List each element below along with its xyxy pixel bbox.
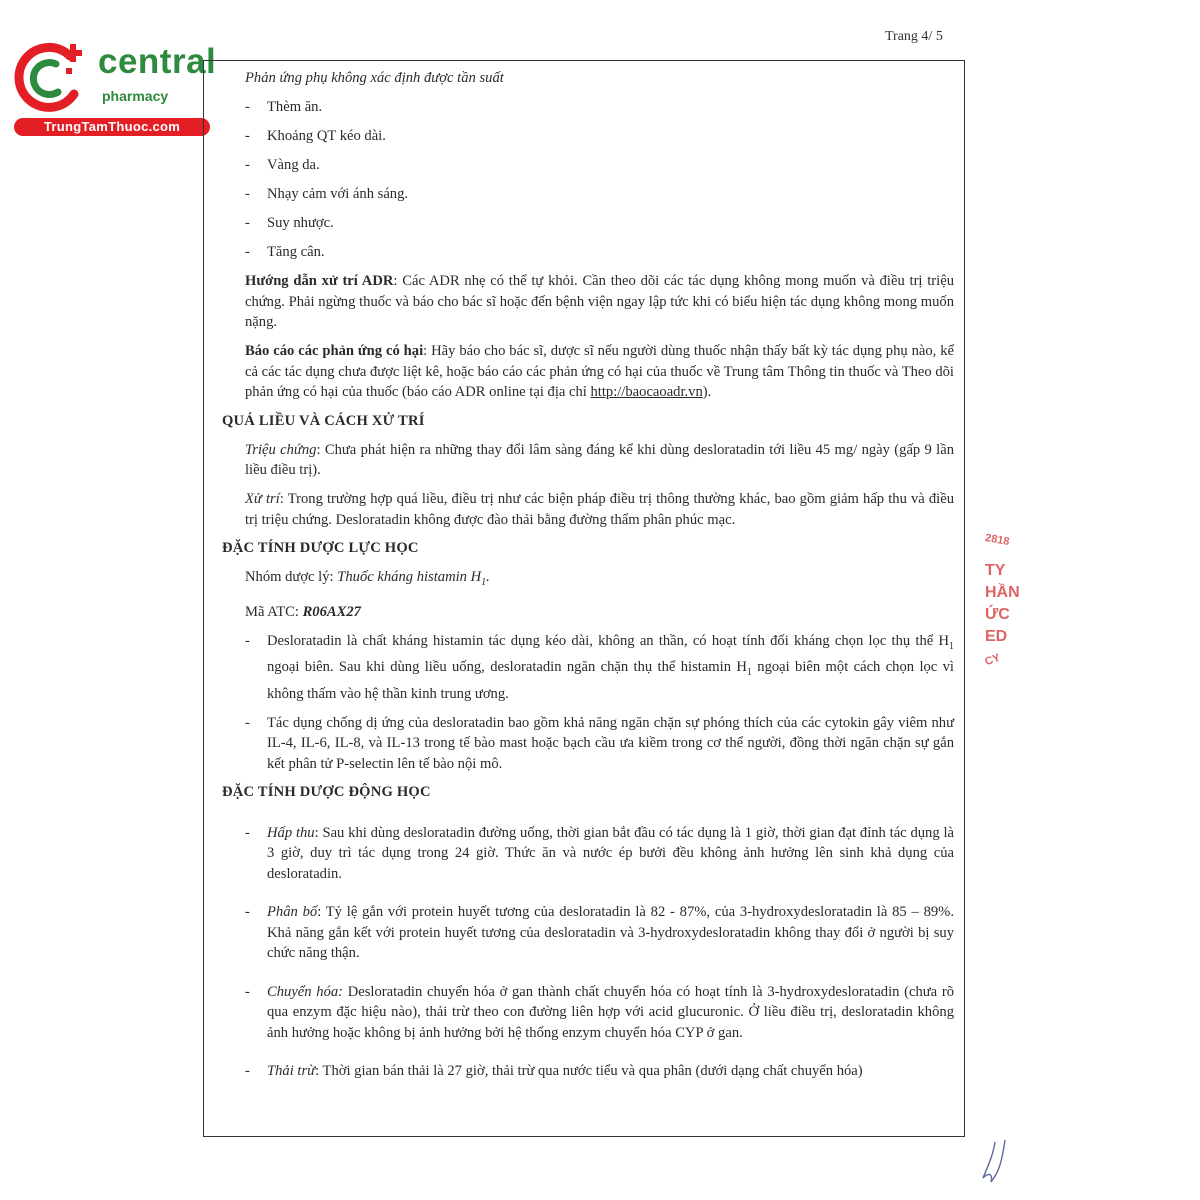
page-number: Trang 4/ 5 xyxy=(885,29,943,44)
list-item: - Tăng cân. xyxy=(245,244,325,260)
company-stamp: 2818 TY HẦN ỨC ED CY xyxy=(983,531,1020,669)
brand-subtitle: pharmacy xyxy=(102,88,169,104)
list-item: - Khoảng QT kéo dài. xyxy=(245,128,386,144)
overdose-treatment: Xử trí: Trong trường hợp quá liều, điều trị như các biện pháp điều trị thông thường khác, bao gồm giảm hấp thu và điều trị triệu chứng. Desloratadin không được đào thải bằng đường thẩm phân phúc mạc. xyxy=(245,491,955,528)
logo-mark-icon xyxy=(12,38,92,118)
list-item: - Hấp thu: Sau khi dùng desloratadin đường uống, thời gian bắt đầu có tác dụng là 1 giờ, thời gian đạt đỉnh tác dụng là 3 giờ, duy trì tác dụng trong 24 giờ. Thức ăn và nước ép bưởi đều không ảnh hưởng lên sinh khả dụng của desloratadin. xyxy=(245,824,954,882)
brand-website[interactable]: TrungTamThuoc.com xyxy=(14,118,210,136)
pharmacokinetics-heading: ĐẶC TÍNH DƯỢC ĐỘNG HỌC xyxy=(222,784,431,801)
list-item: - Vàng da. xyxy=(245,157,320,173)
document-content xyxy=(222,64,954,1082)
list-item: - Nhạy cảm với ánh sáng. xyxy=(245,186,409,202)
atc-code: Mã ATC: R06AX27 xyxy=(245,603,361,620)
overdose-heading: QUÁ LIỀU VÀ CÁCH XỬ TRÍ xyxy=(222,412,425,429)
overdose-symptoms: Triệu chứng: Chưa phát hiện ra những thay đổi lâm sàng đáng kể khi dùng desloratadin tới liều 45 mg/ ngày (gấp 9 lần liều điều trị). xyxy=(245,441,954,478)
adr-report-paragraph: Báo cáo các phản ứng có hại: Hãy báo cho bác sĩ, dược sĩ nếu người dùng thuốc nhận thấy bất kỳ tác dụng phụ nào, kể cả các tác dụng chưa được liệt kê, hoặc báo cáo các phản ứng có hại của thuốc về Trung tâm Thông tin thuốc và Theo dõi phản ứng có hại của thuốc (báo cáo ADR online tại địa chỉ http://baocaoadr.vn). xyxy=(245,343,955,400)
adr-guide-paragraph: Hướng dẫn xử trí ADR: Các ADR nhẹ có thể tự khỏi. Cần theo dõi các tác dụng không mong muốn và điều trị triệu chứng. Phải ngừng thuốc và báo cho bác sĩ hoặc đến bệnh viện ngay lập tức khi có biểu hiện tác dụng không mong muốn nặng. xyxy=(245,273,954,330)
adr-report-link[interactable]: http://baocaoadr.vn xyxy=(590,384,703,400)
pharmacy-logo[interactable] xyxy=(12,38,217,138)
adr-unknown-title: Phản ứng phụ không xác định được tần suất xyxy=(245,70,504,86)
list-item: - Chuyển hóa: Desloratadin chuyển hóa ở gan thành chất chuyển hóa có hoạt tính là 3-hydroxydesloratadin (chưa rõ qua enzym đặc hiệu nào), thải trừ theo con đường liên hợp với acid glucuronic. Ở liều điều trị, desloratadin không ảnh hưởng hoặc không bị ảnh hưởng bởi hệ thống enzym chuyển hóa CYP ở gan. xyxy=(245,983,954,1041)
signature xyxy=(975,1138,1015,1188)
pharmacologic-group: Nhóm dược lý: Thuốc kháng histamin $H_1$. xyxy=(245,569,490,588)
list-item: - Thèm ăn. xyxy=(245,99,323,115)
pharmacodynamics-heading: ĐẶC TÍNH DƯỢC LỰC HỌC xyxy=(222,540,419,556)
list-item: - Tác dụng chống dị ứng của desloratadin bao gồm khả năng ngăn chặn sự phóng thích của các cytokin gây viêm như IL-4, IL-6, IL-8, và IL-13 trong tế bào mast hoặc bạch cầu ưa kiềm trong cơ thể người, đồng thời ngăn chặn sự gắn kết phân tử P-selectin lên tế bào nội mô. xyxy=(245,714,954,772)
list-item: - Phân bố: Tỷ lệ gắn với protein huyết tương của desloratadin là 82 - 87%, của 3-hydroxydesloratadin là 85 – 89%. Khả năng gắn kết với protein huyết tương của desloratadin và 3-hydroxydesloratadin không thay đổi ở người bị suy chức năng thận. xyxy=(245,904,954,962)
list-item: - Desloratadin là chất kháng histamin tác dụng kéo dài, không an thần, có hoạt tính đối kháng chọn lọc thụ thể $H_1$ ngoại biên. Sau khi dùng liều uống, desloratadin ngăn chặn thụ thể histamin $H_1$ ngoại biên một cách chọn lọc vì không thấm vào hệ thần kinh trung ương. xyxy=(245,632,954,702)
brand-name: central xyxy=(98,42,217,81)
list-item: - Thải trừ: Thời gian bán thải là 27 giờ, thải trừ qua nước tiểu và qua phân (dưới dạng chất chuyển hóa) xyxy=(245,1063,863,1080)
list-item: - Suy nhược. xyxy=(245,215,334,231)
